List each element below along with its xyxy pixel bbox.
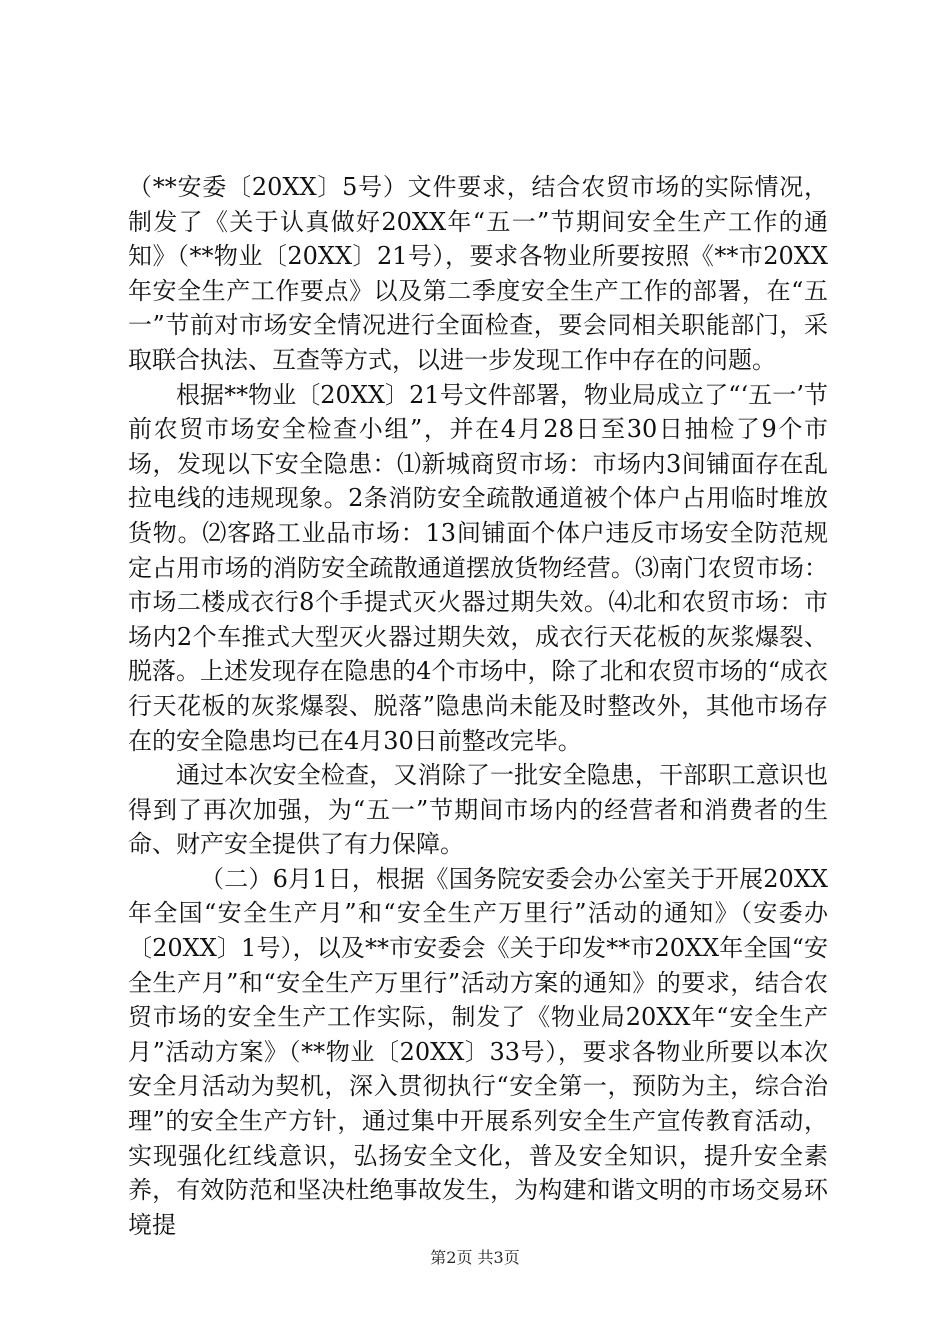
paragraph-2: 根据**物业〔20XX〕21号文件部署，物业局成立了“‘五一’节前农贸市场安全检查小组”，并在4月28日至30日抽检了9个市场，发现以下安全隐患：⑴新城商贸市场：市场内3间铺面存在乱拉电线的违规现象。2条消防安全疏散通道被个体户占用临时堆放货物。⑵客路工业品市场：13间铺面个体户违反市场安全防范规定占用市场的消防安全疏散通道摆放货物经营。⑶南门农贸市场：市场二楼成衣行8个手提式灭火器过期失效。⑷北和农贸市场：市场内2个车推式大型灭火器过期失效，成衣行天花板的灰浆爆裂、脱落。上述发现存在隐患的4个市场中，除了北和农贸市场的“成衣行天花板的灰浆爆裂、脱落”隐患尚未能及时整改外，其他市场存在的安全隐患均已在4月30日前整改完毕。 — [128, 380, 828, 755]
paragraph-1: （**安委〔20XX〕5号）文件要求，结合农贸市场的实际情况，制发了《关于认真做好20XX年“五一”节期间安全生产工作的通知》（**物业〔20XX〕21号），要求各物业所要按照《**市20XX年安全生产工作要点》以及第二季度安全生产工作的部署，在“五一”节前对市场安全情况进行全面检查，要会同相关职能部门，采取联合执法、互查等方式，以进一步发现工作中存在的问题。 — [128, 173, 828, 374]
document-body — [128, 170, 828, 1242]
paragraph-3: 通过本次安全检查，又消除了一批安全隐患，干部职工意识也得到了再次加强，为“五一”节期间市场内的经营者和消费者的生命、财产安全提供了有力保障。 — [128, 761, 828, 859]
paragraph-4: （二）6月1日，根据《国务院安委会办公室关于开展20XX年全国“安全生产月”和“安全生产万里行”活动的通知》（安委办〔20XX〕1号），以及**市安委会《关于印发**市20XX年全国“安全生产月”和“安全生产万里行”活动方案的通知》的要求，结合农贸市场的安全生产工作实际，制发了《物业局20XX年“安全生产月”活动方案》（**物业〔20XX〕33号），要求各物业所要以本次安全月活动为契机，深入贯彻执行“安全第一，预防为主，综合治理”的安全生产方针，通过集中开展系列安全生产宣传教育活动，实现强化红线意识，弘扬安全文化，普及安全知识，提升安全素养，有效防范和坚决杜绝事故发生，为构建和谐文明的市场交易环境提 — [128, 864, 828, 1239]
page-number-footer: 第2页 共3页 — [430, 1248, 520, 1267]
